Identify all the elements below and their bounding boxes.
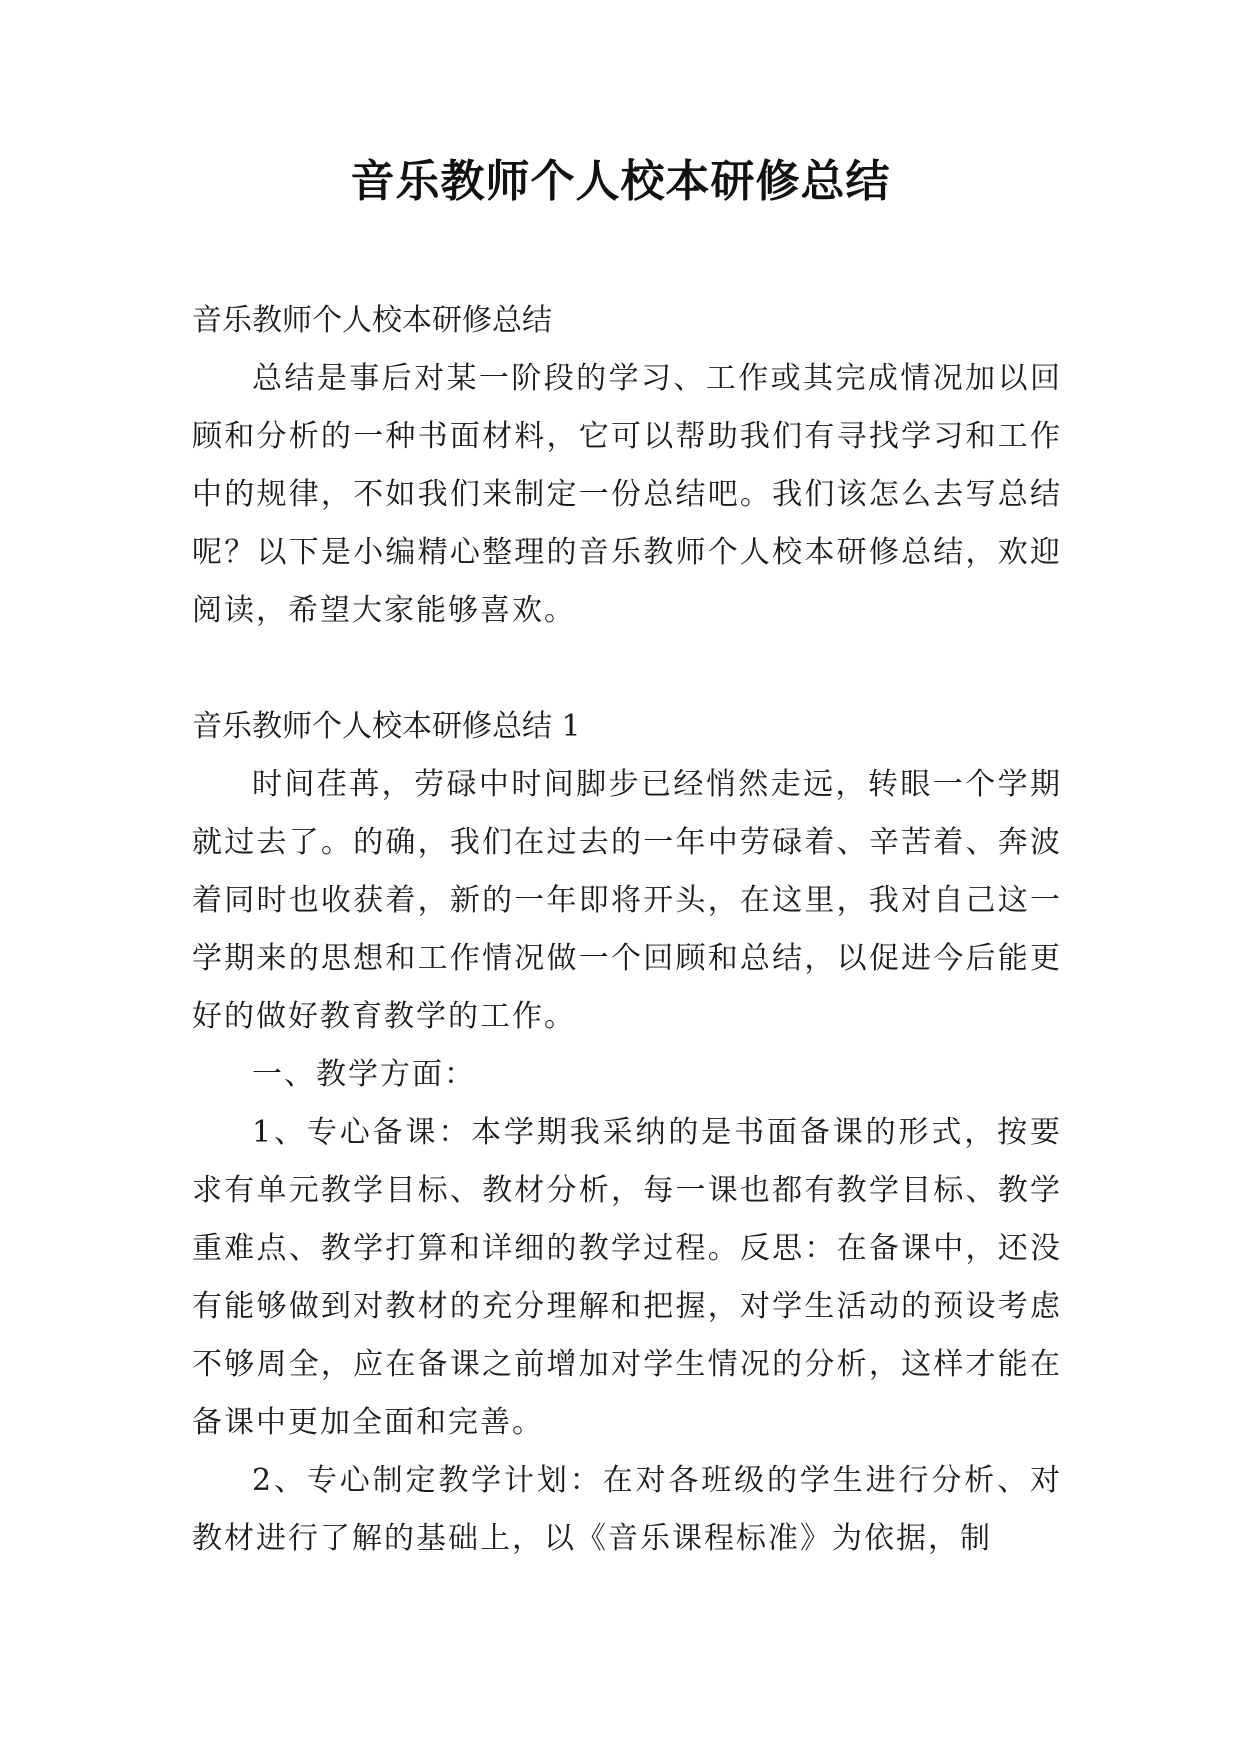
document-subtitle: 音乐教师个人校本研修总结 — [192, 303, 552, 338]
document-body — [192, 292, 1062, 1568]
document-title: 音乐教师个人校本研修总结 — [350, 156, 891, 207]
list-item-paragraph: 1、专心备课：本学期我采纳的是书面备课的形式，按要求有单元教学目标、教材分析，每一课也都有教学目标、教学重难点、教学打算和详细的教学过程。反思：在备课中，还没有能够做到对教材的充分理解和把握，对学生活动的预设考虑不够周全，应在备课之前增加对学生情况的分析，这样才能在备课中更加全面和完善。 — [192, 1115, 1062, 1440]
paragraph-spacer — [192, 640, 1062, 698]
list-item-paragraph: 2、专心制定教学计划：在对各班级的学生进行分析、对教材进行了解的基础上，以《音乐课程标准》为依据，制 — [192, 1463, 1062, 1556]
section-heading: 音乐教师个人校本研修总结 1 — [192, 709, 581, 744]
intro-paragraph: 总结是事后对某一阶段的学习、工作或其完成情况加以回顾和分析的一种书面材料，它可以帮助我们有寻找学习和工作中的规律，不如我们来制定一份总结吧。我们该怎么去写总结呢？以下是小编精心整理的音乐教师个人校本研修总结，欢迎阅读，希望大家能够喜欢。 — [192, 361, 1062, 628]
section-paragraph: 时间荏苒，劳碌中时间脚步已经悄然走远，转眼一个学期就过去了。的确，我们在过去的一年中劳碌着、辛苦着、奔波着同时也收获着，新的一年即将开头，在这里，我对自己这一学期来的思想和工作情况做一个回顾和总结，以促进今后能更好的做好教育教学的工作。 — [192, 767, 1062, 1034]
subsection-heading: 一、教学方面： — [252, 1057, 476, 1092]
